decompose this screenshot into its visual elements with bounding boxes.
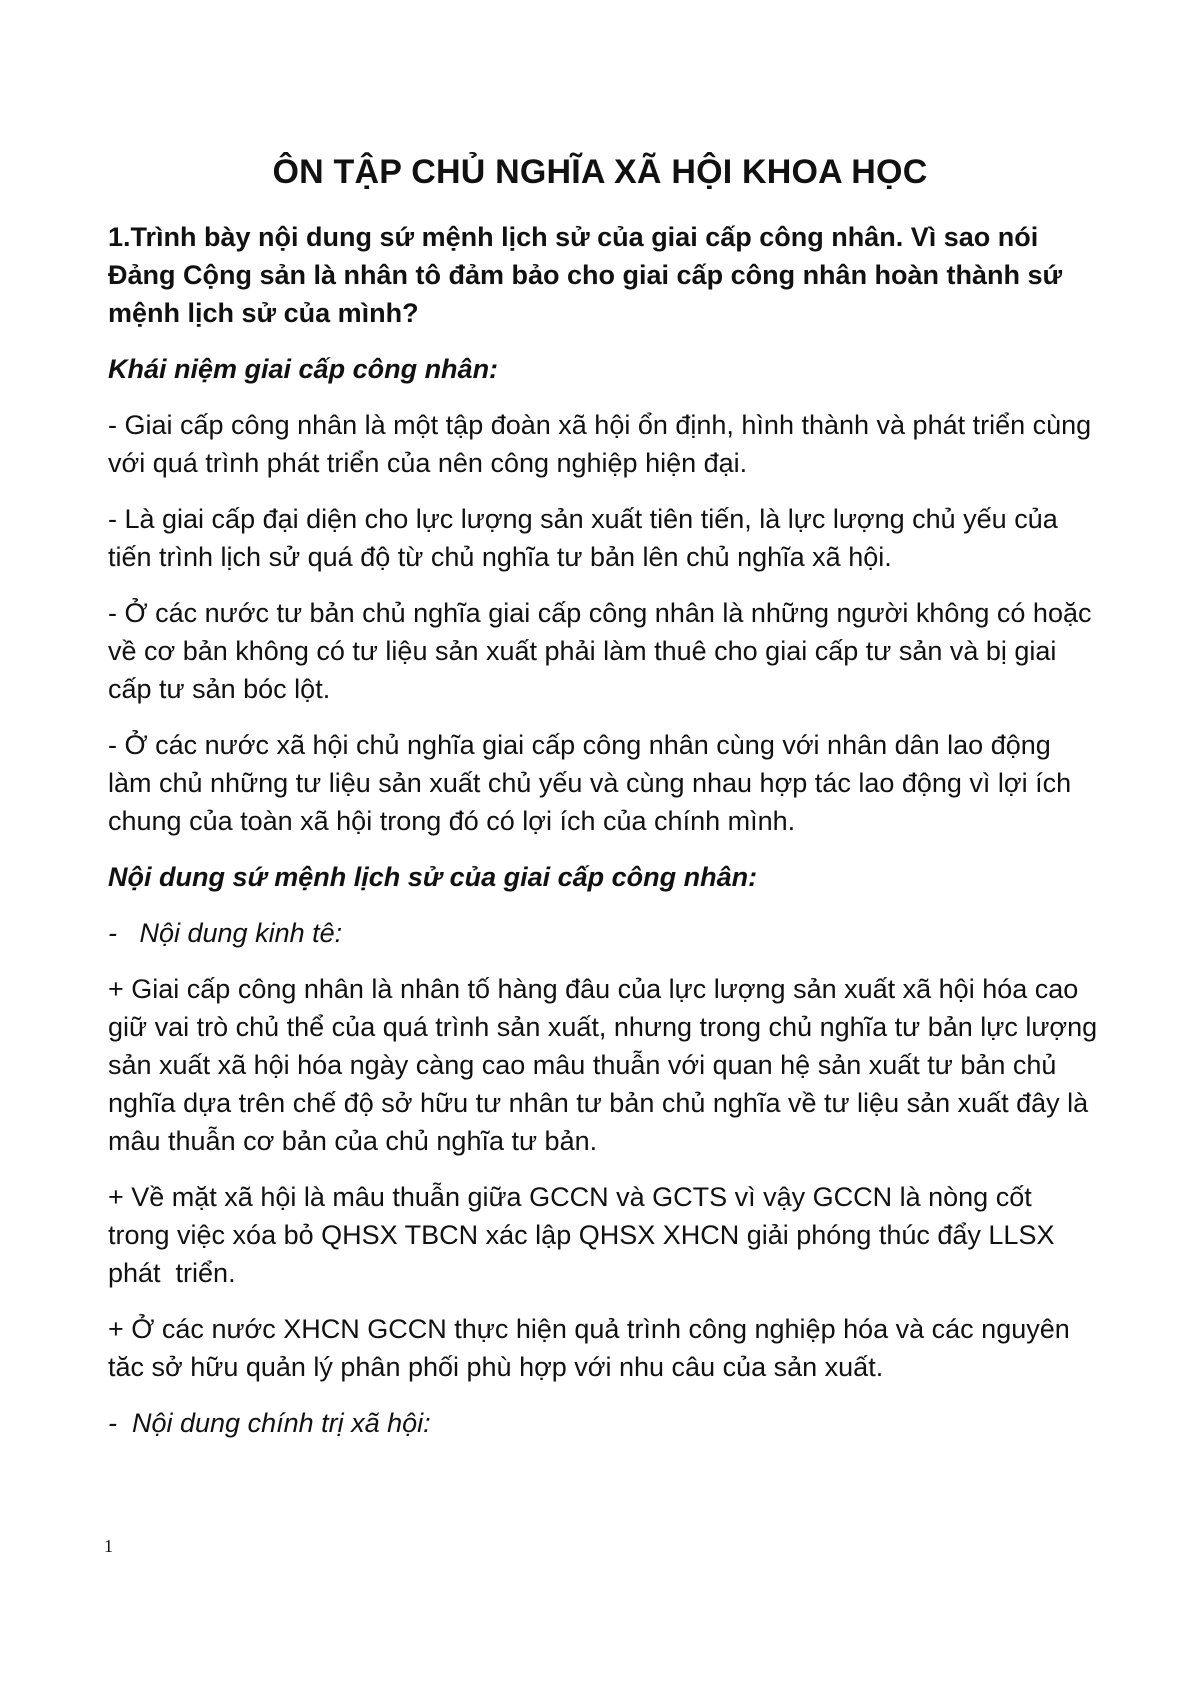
economic-paragraph-2: + Về mặt xã hội là mâu thuẫn giữa GCCN và GCTS vì vậy GCCN là nòng cốt trong việc xóa bỏ QHSX TBCN xác lập QHSX XHCN giải phóng thúc đẩy LLSX phát triển. <box>108 1182 1062 1288</box>
economic-paragraph-3: + Ở các nước XHCN GCCN thực hiện quả trình công nghiệp hóa và các nguyên tăc sở hữu quản lý phân phối phù hợp với nhu câu của sản xuất. <box>108 1314 1070 1382</box>
subheading-political: - Nội dung chính trị xã hội: <box>108 1408 431 1438</box>
concept-paragraph-4: - Ở các nước xã hội chủ nghĩa giai cấp công nhân cùng với nhân dân lao động làm chủ những tư liệu sản xuất chủ yếu và cùng nhau hợp tác lao động vì lợi ích chung của toàn xã hội trong đó có lợi ích của chính mình. <box>108 730 1072 836</box>
concept-paragraph-2: - Là giai cấp đại diện cho lực lượng sản xuất tiên tiến, là lực lượng chủ yếu của tiến trình lịch sử quá độ từ chủ nghĩa tư bản lên chủ nghĩa xã hội. <box>108 504 1058 572</box>
question-text: 1.Trình bày nội dung sứ mệnh lịch sử của giai cấp công nhân. Vì sao nói Đảng Cộng sản là nhân tô đảm bảo cho giai cấp công nhân hoàn thành sứ mệnh lịch sử của mình? <box>108 222 1063 328</box>
subheading-economic: - Nội dung kinh tê: <box>108 918 343 948</box>
section-heading-mission: Nội dung sứ mệnh lịch sử của giai cấp công nhân: <box>108 862 758 892</box>
page-title: ÔN TẬP CHỦ NGHĨA XÃ HỘI KHOA HỌC <box>272 153 928 191</box>
document-body <box>108 218 1098 1460</box>
economic-paragraph-1: + Giai cấp công nhân là nhân tố hàng đâu của lực lượng sản xuất xã hội hóa cao giữ vai trò chủ thể của quá trình sản xuất, nhưng trong chủ nghĩa tư bản lực lượng sản xuất xã hội hóa ngày càng cao mâu thuẫn với quan hệ sản xuất tư bản chủ nghĩa dựa trên chế độ sở hữu tư nhân tư bản chủ nghĩa về tư liệu sản xuất đây là mâu thuẫn cơ bản của chủ nghĩa tư bản. <box>108 974 1098 1156</box>
section-heading-concept: Khái niệm giai cấp công nhân: <box>108 354 499 384</box>
concept-paragraph-3: - Ở các nước tư bản chủ nghĩa giai cấp công nhân là những người không có hoặc về cơ bản không có tư liệu sản xuất phải làm thuê cho giai cấp tư sản và bị giai cấp tư sản bóc lột. <box>108 598 1092 704</box>
page-number: 1 <box>104 1536 113 1556</box>
concept-paragraph-1: - Giai cấp công nhân là một tập đoàn xã hội ổn định, hình thành và phát triển cùng với quá trình phát triển của nên công nghiệp hiện đại. <box>108 410 1092 478</box>
